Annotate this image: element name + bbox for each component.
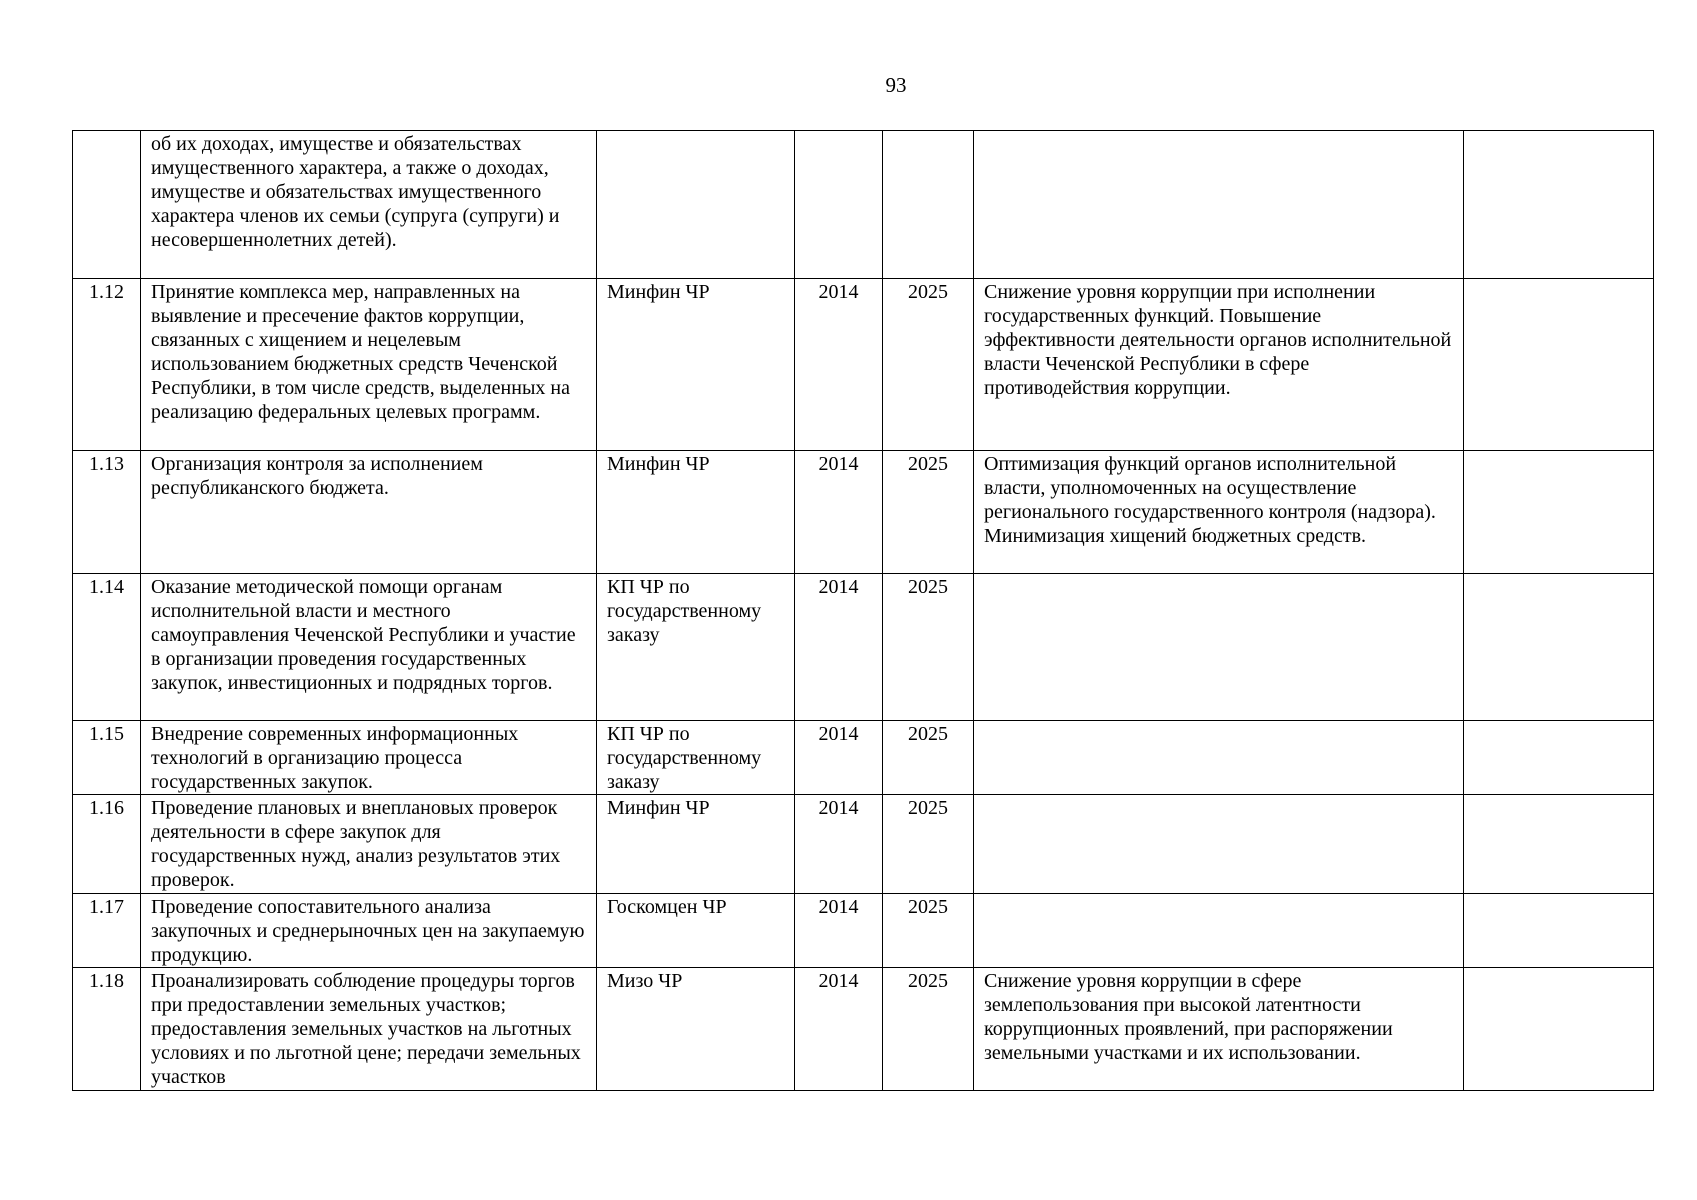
executor-cell	[597, 131, 795, 279]
measure-cell: Организация контроля за исполнением республиканского бюджета.	[141, 451, 597, 574]
measure-cell: Внедрение современных информационных технологий в организацию процесса государственных закупок.	[141, 721, 597, 795]
row-number: 1.17	[73, 894, 141, 968]
start-year-cell: 2014	[795, 721, 883, 795]
note-cell	[1464, 795, 1654, 894]
row-number: 1.18	[73, 968, 141, 1091]
result-cell	[974, 894, 1464, 968]
result-cell	[974, 721, 1464, 795]
start-year-cell: 2014	[795, 574, 883, 721]
end-year-cell: 2025	[883, 968, 974, 1091]
executor-cell: КП ЧР по государственному заказу	[597, 574, 795, 721]
executor-cell: Госкомцен ЧР	[597, 894, 795, 968]
measure-cell: Проведение сопоставительного анализа закупочных и среднерыночных цен на закупаемую продукцию.	[141, 894, 597, 968]
start-year-cell: 2014	[795, 795, 883, 894]
measures-table	[72, 130, 1654, 1091]
measure-cell: Оказание методической помощи органам исполнительной власти и местного самоуправления Чеченской Республики и участие в организации проведения государственных закупок, инвестиционных и подрядных торгов.	[141, 574, 597, 721]
start-year-cell: 2014	[795, 279, 883, 451]
row-number: 1.12	[73, 279, 141, 451]
executor-cell: Минфин ЧР	[597, 279, 795, 451]
note-cell	[1464, 894, 1654, 968]
table-row	[73, 279, 1654, 451]
end-year-cell: 2025	[883, 795, 974, 894]
note-cell	[1464, 451, 1654, 574]
end-year-cell	[883, 131, 974, 279]
executor-cell: Минфин ЧР	[597, 795, 795, 894]
end-year-cell: 2025	[883, 894, 974, 968]
start-year-cell: 2014	[795, 894, 883, 968]
executor-cell: Мизо ЧР	[597, 968, 795, 1091]
result-cell	[974, 131, 1464, 279]
table-row	[73, 721, 1654, 795]
note-cell	[1464, 131, 1654, 279]
table-row	[73, 451, 1654, 574]
executor-cell: КП ЧР по государственному заказу	[597, 721, 795, 795]
measure-cell: Проведение плановых и внеплановых проверок деятельности в сфере закупок для государственных нужд, анализ результатов этих проверок.	[141, 795, 597, 894]
result-cell	[974, 574, 1464, 721]
executor-cell: Минфин ЧР	[597, 451, 795, 574]
result-cell: Снижение уровня коррупции в сфере землепользования при высокой латентности коррупционных проявлений, при распоряжении земельными участками и их использовании.	[974, 968, 1464, 1091]
measure-cell: Принятие комплекса мер, направленных на выявление и пресечение фактов коррупции, связанных с хищением и нецелевым использованием бюджетных средств Чеченской Республики, в том числе средств, выделенных на реализацию федеральных целевых программ.	[141, 279, 597, 451]
row-number: 1.13	[73, 451, 141, 574]
result-cell	[974, 795, 1464, 894]
start-year-cell	[795, 131, 883, 279]
table-row	[73, 894, 1654, 968]
note-cell	[1464, 574, 1654, 721]
row-number: 1.14	[73, 574, 141, 721]
measure-cell: об их доходах, имуществе и обязательствах имущественного характера, а также о доходах, имуществе и обязательствах имущественного характера членов их семьи (супруга (супруги) и несовершеннолетних детей).	[141, 131, 597, 279]
row-number: 1.15	[73, 721, 141, 795]
note-cell	[1464, 279, 1654, 451]
end-year-cell: 2025	[883, 451, 974, 574]
table-row	[73, 968, 1654, 1091]
end-year-cell: 2025	[883, 721, 974, 795]
measure-cell: Проанализировать соблюдение процедуры торгов при предоставлении земельных участков; предоставления земельных участков на льготных условиях и по льготной цене; передачи земельных участков	[141, 968, 597, 1091]
table-row	[73, 795, 1654, 894]
table-row	[73, 131, 1654, 279]
note-cell	[1464, 721, 1654, 795]
table-row	[73, 574, 1654, 721]
start-year-cell: 2014	[795, 451, 883, 574]
row-number: 1.16	[73, 795, 141, 894]
end-year-cell: 2025	[883, 574, 974, 721]
page-number: 93	[885, 73, 907, 97]
note-cell	[1464, 968, 1654, 1091]
result-cell: Оптимизация функций органов исполнительной власти, уполномоченных на осуществление регионального государственного контроля (надзора). Минимизация хищений бюджетных средств.	[974, 451, 1464, 574]
end-year-cell: 2025	[883, 279, 974, 451]
result-cell: Снижение уровня коррупции при исполнении государственных функций. Повышение эффективности деятельности органов исполнительной власти Чеченской Республики в сфере противодействия коррупции.	[974, 279, 1464, 451]
start-year-cell: 2014	[795, 968, 883, 1091]
row-number	[73, 131, 141, 279]
